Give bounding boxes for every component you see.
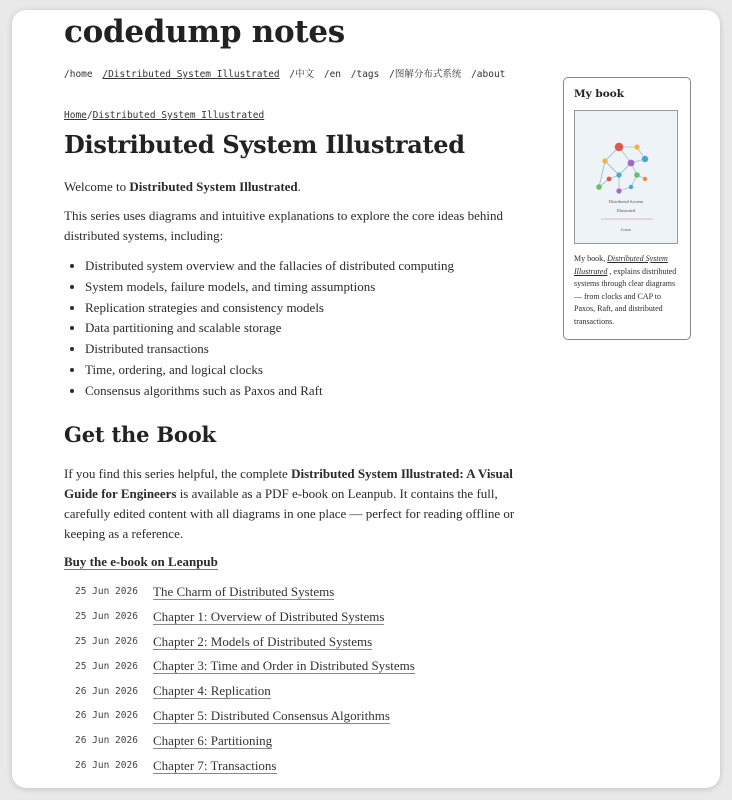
post-date: 25 Jun 2026 (75, 586, 138, 598)
post-date: 25 Jun 2026 (75, 636, 138, 648)
post-title-link[interactable]: Chapter 6: Partitioning (153, 732, 273, 748)
welcome-paragraph: Welcome to Distributed System Illustrated. (64, 179, 301, 194)
intro-paragraph: This series uses diagrams and intuitive explanations to explore the core ideas behind distributed systems, including: (64, 208, 503, 243)
cover-subtitle: Illustrated (616, 208, 636, 213)
post-title-link[interactable]: Chapter 2: Models of Distributed Systems (153, 633, 373, 649)
main-content (64, 130, 539, 778)
page-title: Distributed System Illustrated (64, 130, 465, 159)
nav-link-tags[interactable]: /tags (350, 69, 380, 80)
post-date: 26 Jun 2026 (75, 760, 138, 772)
buy-ebook-container (64, 554, 539, 570)
topic-item: • Data partitioning and scalable storage (85, 318, 539, 339)
nav-link-chinese[interactable]: /中文 (289, 69, 315, 80)
breadcrumb-current-link[interactable]: Distributed System Illustrated (92, 110, 265, 121)
nav-link-en[interactable]: /en (323, 69, 342, 80)
post-date: 26 Jun 2026 (75, 685, 138, 697)
browser-window (12, 10, 720, 788)
book-sidebar (563, 77, 691, 340)
sidebar-title: My book (574, 88, 625, 100)
post-list (64, 580, 539, 778)
get-book-paragraph: If you find this series helpful, the complete Distributed System Illustrated: A Visual Guide for Engineers is available as a PDF e-book on Leanpub. It contains the full, carefully edited content with all diagrams in one place — perfect for reading offline or keeping as a reference. (64, 465, 515, 541)
topic-item: • Consensus algorithms such as Paxos and Raft (85, 381, 539, 402)
topic-item: • Distributed system overview and the fallacies of distributed computing (85, 256, 539, 277)
sidebar-description: My book, Distributed System Illustrated , explains distributed systems through clear diagrams — from clocks and CAP to Paxos, Raft, and distributed transactions. (574, 254, 677, 326)
nav-link-distributed-system-illustrated[interactable]: /Distributed System Illustrated (102, 69, 280, 80)
post-title-link[interactable]: Chapter 5: Distributed Consensus Algorithms (153, 707, 390, 723)
get-the-book-heading: Get the Book (64, 421, 216, 447)
topic-item: • Distributed transactions (85, 339, 539, 360)
post-date: 26 Jun 2026 (75, 710, 138, 722)
book-cover-image[interactable] (574, 110, 678, 244)
post-title-link[interactable]: The Charm of Distributed Systems (153, 583, 335, 599)
sidebar-book-link[interactable]: Distributed System Illustrated (574, 254, 668, 276)
post-item (64, 580, 539, 605)
post-item (64, 654, 539, 679)
breadcrumb (64, 110, 264, 121)
cover-network-illustration (575, 111, 677, 243)
post-item (64, 728, 539, 753)
post-item (64, 679, 539, 704)
topic-list (64, 256, 539, 402)
post-title-link[interactable]: Chapter 3: Time and Order in Distributed Systems (153, 658, 415, 674)
post-item (64, 704, 539, 729)
post-item (64, 753, 539, 778)
buy-ebook-link[interactable]: Buy the e-book on Leanpub (64, 553, 218, 569)
post-item (64, 629, 539, 654)
post-date: 26 Jun 2026 (75, 735, 138, 747)
nav-link-illustrated-cn[interactable]: /图解分布式系统 (389, 69, 462, 80)
top-navigation (64, 66, 505, 80)
post-item (64, 604, 539, 629)
nav-link-home[interactable]: /home (64, 69, 93, 80)
topic-item: • Replication strategies and consistency models (85, 298, 539, 319)
breadcrumb-separator: / (86, 110, 93, 121)
breadcrumb-home-link[interactable]: Home (64, 110, 87, 121)
topic-item: • System models, failure models, and timing assumptions (85, 277, 539, 298)
cover-author: Lixian (621, 228, 631, 232)
post-title-link[interactable]: Chapter 1: Overview of Distributed Systems (153, 608, 385, 624)
post-date: 25 Jun 2026 (75, 611, 138, 623)
nav-link-about[interactable]: /about (471, 69, 506, 80)
topic-item: • Time, ordering, and logical clocks (85, 360, 539, 381)
post-date: 25 Jun 2026 (75, 660, 138, 672)
site-title[interactable]: codedump notes (64, 14, 345, 50)
cover-title: Distributed System (608, 199, 644, 204)
post-title-link[interactable]: Chapter 4: Replication (153, 683, 271, 699)
post-title-link[interactable]: Chapter 7: Transactions (153, 757, 277, 773)
